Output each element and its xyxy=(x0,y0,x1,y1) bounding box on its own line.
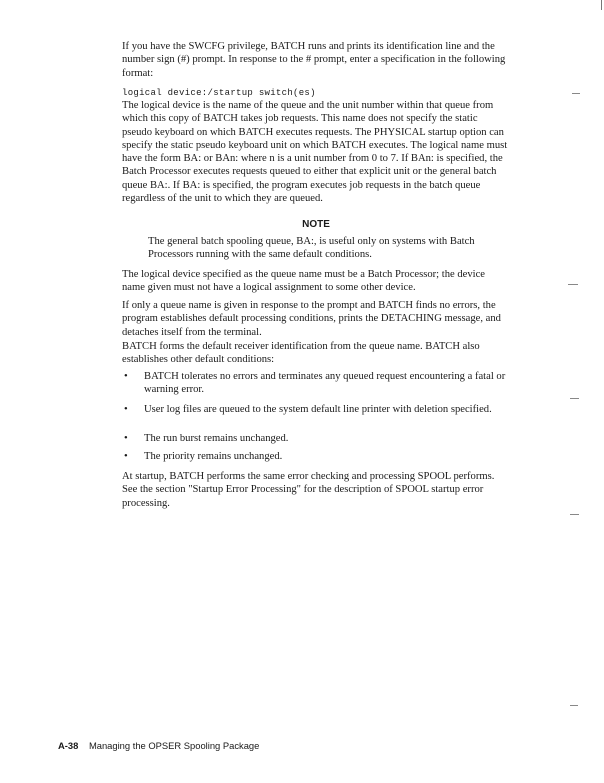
bullet-icon: • xyxy=(124,371,128,382)
default-conditions-paragraph: If only a queue name is given in response to the prompt and BATCH finds no errors, the program establishes default processing conditions, prints the DETACHING message, and detaches itself from the terminal. xyxy=(122,300,501,338)
startup-paragraph: At startup, BATCH performs the same error checking and processing SPOOL performs. See the section "Startup Error Processing" for the description of SPOOL startup error processing. xyxy=(122,471,495,509)
list-item-text: User log files are queued to the system default line printer with deletion specified. xyxy=(144,404,492,415)
note-heading: NOTE xyxy=(302,219,330,230)
format-specification: logical device:/startup switch(es) xyxy=(122,88,316,98)
footer-title: Managing the OPSER Spooling Package xyxy=(88,740,260,751)
note-body: The general batch spooling queue, BA:, is useful only on systems with Batch Processors running with the same default conditions. xyxy=(148,236,475,261)
list-item-text: The run burst remains unchanged. xyxy=(144,433,289,444)
bullet-icon: • xyxy=(124,451,128,462)
margin-mark xyxy=(570,705,578,706)
page-number: A-38 xyxy=(58,740,79,751)
list-item-text: The priority remains unchanged. xyxy=(144,451,283,462)
intro-paragraph: If you have the SWCFG privilege, BATCH runs and prints its identification line and the number sign (#) prompt. In response to the # prompt, enter a specification in the following format: xyxy=(122,41,506,79)
logical-device-paragraph: The logical device is the name of the queue and the unit number within that queue from which this copy of BATCH takes job requests. This name does not specify the static pseudo keyboard on which BATCH executes requests. The PHYSICAL startup option can specify the static pseudo keyboard unit on which BATCH executes. The logical name must have the form BA: or BAn: where n is a unit number from 0 to 7. If BAn: is specified, the Batch Processor executes requests queued to either that explicit unit or the general batch queue BA:. If BA: is specified, the program executes job requests in the batch queue regardless of the unit to which they are queued. xyxy=(122,100,508,205)
margin-mark xyxy=(572,93,580,94)
queue-name-paragraph: The logical device specified as the queue name must be a Batch Processor; the device name given must not have a logical assignment to some other device. xyxy=(122,269,485,294)
edge-mark xyxy=(601,0,602,10)
bullet-icon: • xyxy=(124,404,128,415)
margin-mark xyxy=(570,514,579,515)
margin-mark xyxy=(568,284,578,285)
receiver-identification-paragraph: BATCH forms the default receiver identification from the queue name. BATCH also establishes other default conditions: xyxy=(122,341,480,366)
list-item-text: BATCH tolerates no errors and terminates any queued request encountering a fatal or warning error. xyxy=(144,371,506,396)
margin-mark xyxy=(570,398,579,399)
bullet-icon: • xyxy=(124,433,128,444)
page-footer xyxy=(58,740,259,751)
